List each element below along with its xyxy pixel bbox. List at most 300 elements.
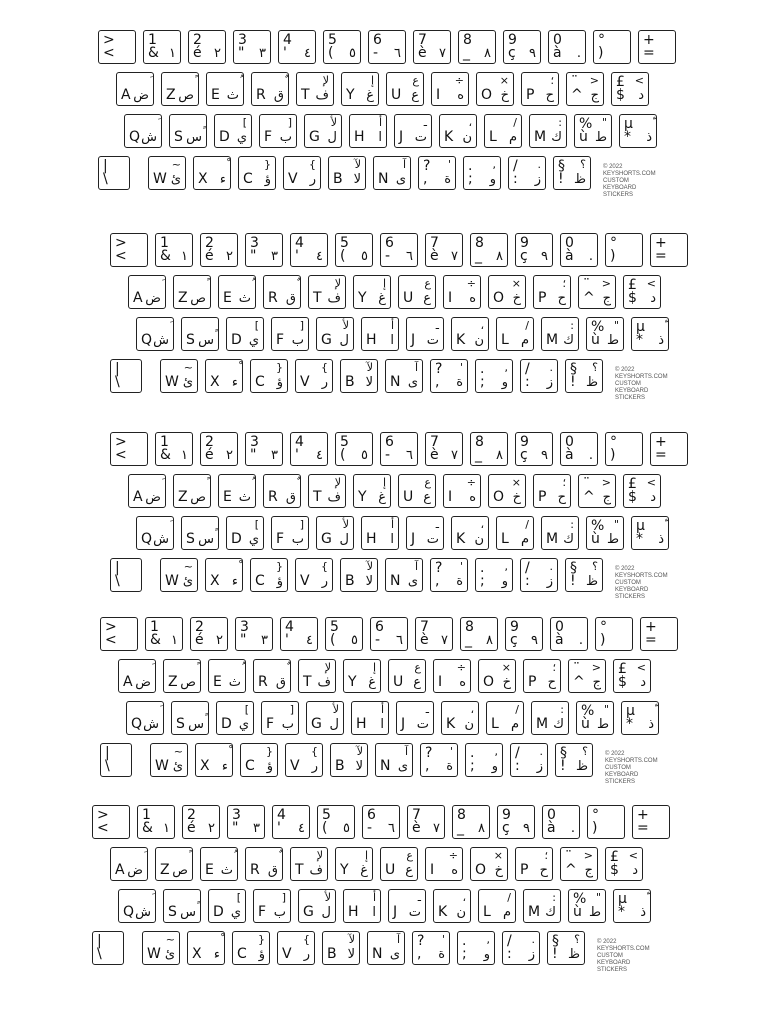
key-legend-tl: ? bbox=[425, 745, 433, 761]
key-sticker bbox=[226, 516, 264, 550]
key-legend-bl: ( bbox=[328, 45, 334, 61]
key-sticker bbox=[126, 701, 164, 735]
key-legend-br: و bbox=[491, 759, 498, 774]
key-legend-br: ٣ bbox=[253, 821, 260, 836]
key-legend-tr: ؛ bbox=[562, 476, 566, 489]
key-legend-bl: Q bbox=[123, 904, 135, 920]
key-legend-tl: 7 bbox=[430, 434, 439, 450]
key-legend-br: ق bbox=[285, 291, 296, 306]
key-legend-tl: 0 bbox=[565, 235, 574, 251]
key-sticker bbox=[362, 805, 400, 839]
key-legend-br: س bbox=[198, 532, 214, 547]
key-sticker bbox=[385, 359, 423, 393]
key-sticker bbox=[650, 233, 688, 267]
key-legend-bl: O bbox=[481, 87, 493, 103]
key-legend-bl: é bbox=[205, 248, 214, 264]
key-legend-br: ح bbox=[557, 490, 566, 505]
key-legend-bl: - bbox=[367, 820, 373, 836]
key-sticker bbox=[353, 474, 391, 508]
key-legend-br: ن bbox=[474, 532, 484, 547]
key-sticker bbox=[385, 558, 423, 592]
key-legend-bl: à bbox=[547, 820, 556, 836]
key-sticker bbox=[251, 72, 289, 106]
key-legend-bl: O bbox=[483, 674, 495, 690]
key-legend-tl: 9 bbox=[510, 619, 519, 635]
key-legend-bl: N bbox=[390, 374, 401, 390]
key-sticker bbox=[452, 805, 490, 839]
key-legend-bl: < bbox=[103, 45, 115, 61]
key-legend-br: ٢ bbox=[226, 249, 233, 264]
copyright-credit bbox=[615, 566, 668, 601]
key-legend-br: ذ bbox=[658, 532, 664, 547]
key-sticker bbox=[322, 931, 360, 965]
key-legend-br: ٨ bbox=[484, 46, 491, 61]
key-sticker bbox=[542, 805, 580, 839]
key-legend-br: ث bbox=[226, 88, 239, 103]
key-legend-tr: أ bbox=[378, 116, 382, 129]
key-sticker bbox=[396, 701, 434, 735]
key-sticker bbox=[341, 72, 379, 106]
key-sticker bbox=[100, 743, 132, 777]
key-legend-br: ز bbox=[528, 947, 535, 962]
key-legend-br: ٥ bbox=[349, 46, 356, 61]
key-legend-tl: µ bbox=[636, 518, 645, 534]
key-legend-tl: ¨ bbox=[573, 661, 580, 677]
key-legend-tr: آ bbox=[414, 361, 418, 374]
key-legend-bl: ù bbox=[581, 716, 590, 732]
key-legend-bl: X bbox=[200, 758, 210, 774]
key-sticker bbox=[443, 275, 481, 309]
key-legend-tr: . bbox=[549, 361, 553, 374]
key-legend-br: ا bbox=[390, 532, 394, 547]
key-legend-br: ٩ bbox=[541, 249, 548, 264]
key-legend-br: ا bbox=[378, 130, 382, 145]
key-sticker bbox=[398, 275, 436, 309]
key-legend-bl: S bbox=[186, 531, 195, 547]
key-legend-br: ف bbox=[327, 291, 341, 306]
key-legend-tl: + bbox=[643, 32, 655, 48]
key-legend-bl: ' bbox=[277, 820, 281, 836]
key-legend-br: ك bbox=[563, 532, 574, 547]
key-legend-bl: I bbox=[448, 290, 453, 306]
key-legend-br: ذ bbox=[648, 717, 654, 732]
key-legend-br: ه bbox=[451, 863, 458, 878]
key-legend-bl: A bbox=[123, 674, 133, 690]
key-legend-tr: لآ bbox=[348, 933, 355, 946]
key-sticker bbox=[163, 889, 201, 923]
key-legend-tl: 1 bbox=[142, 807, 151, 823]
key-legend-br: د bbox=[650, 291, 656, 306]
key-legend-bl: K bbox=[456, 531, 466, 547]
key-sticker bbox=[497, 805, 535, 839]
key-legend-bl: - bbox=[373, 45, 379, 61]
key-legend-tl: | bbox=[115, 361, 120, 377]
key-legend-bl: D bbox=[231, 531, 242, 547]
key-sticker bbox=[488, 474, 526, 508]
key-legend-tr: ÷ bbox=[456, 661, 466, 674]
key-sticker bbox=[578, 474, 616, 508]
key-legend-br: ن bbox=[456, 905, 466, 920]
key-legend-tl: + bbox=[655, 235, 667, 251]
key-legend-bl: O bbox=[475, 862, 487, 878]
key-legend-tr: < bbox=[601, 476, 611, 489]
key-sticker bbox=[308, 275, 346, 309]
key-legend-bl: < bbox=[105, 632, 117, 648]
key-legend-bl: : bbox=[525, 573, 530, 589]
key-sticker bbox=[361, 317, 399, 351]
key-sticker bbox=[550, 617, 588, 651]
key-legend-tl: . bbox=[468, 158, 473, 174]
key-legend-bl: ù bbox=[591, 332, 600, 348]
key-sticker bbox=[523, 889, 561, 923]
key-legend-tr: آ bbox=[404, 745, 408, 758]
key-sticker bbox=[271, 516, 309, 550]
key-sticker bbox=[406, 317, 444, 351]
key-legend-bl: - bbox=[385, 248, 391, 264]
key-legend-br: ح bbox=[539, 863, 548, 878]
key-legend-br: و bbox=[489, 172, 496, 187]
key-legend-bl: B bbox=[345, 374, 355, 390]
key-legend-tl: 8 bbox=[475, 235, 484, 251]
key-legend-tr: ؟ bbox=[582, 745, 588, 758]
key-legend-br: ا bbox=[380, 717, 384, 732]
key-legend-tr: . bbox=[537, 158, 541, 171]
key-legend-tl: . bbox=[462, 933, 467, 949]
key-legend-tl: 7 bbox=[430, 235, 439, 251]
key-legend-bl: è bbox=[412, 820, 421, 836]
key-legend-bl: E bbox=[211, 87, 220, 103]
key-sticker bbox=[253, 659, 291, 693]
key-legend-br: ت bbox=[426, 532, 439, 547]
key-legend-br: ء bbox=[219, 172, 226, 187]
key-legend-br: ش bbox=[143, 717, 159, 732]
key-sticker bbox=[116, 72, 154, 106]
key-legend-br: ل bbox=[327, 130, 337, 145]
key-legend-tl: % bbox=[579, 116, 593, 132]
key-sticker bbox=[555, 743, 593, 777]
key-sticker bbox=[470, 847, 508, 881]
key-legend-bl: C bbox=[255, 374, 265, 390]
key-legend-bl: V bbox=[290, 758, 300, 774]
credit-line: STICKERS bbox=[615, 395, 646, 401]
key-sticker bbox=[439, 114, 477, 148]
key-sticker bbox=[328, 156, 366, 190]
key-legend-br: س bbox=[188, 717, 204, 732]
key-legend-br: ذ bbox=[646, 130, 652, 145]
key-legend-tl: µ bbox=[618, 891, 627, 907]
key-legend-br: ص bbox=[178, 88, 194, 103]
key-sticker bbox=[463, 156, 501, 190]
key-legend-tl: µ bbox=[624, 116, 633, 132]
key-legend-br: ة bbox=[456, 574, 463, 589]
key-legend-br: ج bbox=[602, 291, 611, 306]
key-legend-bl: ! bbox=[570, 374, 576, 390]
key-sticker bbox=[503, 30, 541, 64]
key-legend-br: ز bbox=[546, 574, 553, 589]
key-legend-tl: % bbox=[573, 891, 587, 907]
key-legend-tr: آ bbox=[402, 158, 406, 171]
key-legend-br: ٧ bbox=[451, 249, 458, 264]
key-sticker bbox=[182, 805, 220, 839]
key-legend-br: خ bbox=[512, 490, 521, 505]
key-legend-br: ض bbox=[133, 88, 149, 103]
key-legend-bl: , bbox=[425, 758, 430, 774]
key-legend-br: ظ bbox=[585, 375, 598, 390]
key-legend-tl: ° bbox=[592, 807, 599, 823]
key-legend-br: ع bbox=[423, 490, 431, 505]
key-legend-br: ٥ bbox=[343, 821, 350, 836]
key-legend-bl: Y bbox=[358, 489, 367, 505]
key-legend-br: ب bbox=[281, 717, 294, 732]
key-legend-tr: { bbox=[276, 560, 283, 573]
key-legend-br: د bbox=[632, 863, 638, 878]
key-legend-bl: W bbox=[165, 374, 179, 390]
key-legend-br: ئ bbox=[182, 574, 193, 589]
key-legend-bl: " bbox=[240, 632, 247, 648]
key-legend-tr: ؛ bbox=[550, 74, 554, 87]
key-legend-br: ص bbox=[190, 490, 206, 505]
key-legend-bl: T bbox=[313, 489, 322, 505]
key-sticker bbox=[271, 317, 309, 351]
key-legend-tl: ? bbox=[423, 158, 431, 174]
key-legend-bl: S bbox=[174, 129, 183, 145]
key-sticker bbox=[92, 805, 130, 839]
key-legend-bl: Q bbox=[129, 129, 141, 145]
key-sticker bbox=[110, 432, 148, 466]
key-legend-bl: N bbox=[380, 758, 391, 774]
key-legend-bl: J bbox=[411, 332, 416, 348]
key-sticker bbox=[586, 516, 624, 550]
key-sticker bbox=[343, 889, 381, 923]
key-legend-tl: 6 bbox=[375, 619, 384, 635]
key-legend-tr: ، bbox=[470, 703, 474, 716]
key-legend-tl: 6 bbox=[367, 807, 376, 823]
key-legend-br: لا bbox=[365, 375, 373, 390]
key-legend-tr: " bbox=[603, 703, 609, 716]
key-sticker bbox=[478, 889, 516, 923]
key-legend-bl: é bbox=[187, 820, 196, 836]
key-sticker bbox=[195, 743, 233, 777]
key-legend-br: ه bbox=[469, 490, 476, 505]
key-legend-br: ش bbox=[135, 905, 151, 920]
key-legend-bl: ! bbox=[552, 946, 558, 962]
key-sticker bbox=[335, 233, 373, 267]
key-legend-tr: [ bbox=[299, 518, 304, 531]
key-sticker bbox=[100, 617, 138, 651]
key-legend-tr: ~ bbox=[183, 361, 193, 374]
key-legend-tl: > bbox=[115, 434, 127, 450]
key-legend-br: ن bbox=[464, 717, 474, 732]
key-sticker bbox=[110, 359, 142, 393]
key-legend-bl: D bbox=[231, 332, 242, 348]
key-legend-bl: Y bbox=[348, 674, 357, 690]
key-sticker bbox=[560, 233, 598, 267]
key-legend-tl: 1 bbox=[160, 434, 169, 450]
key-legend-tr: ؟ bbox=[580, 158, 586, 171]
key-sticker bbox=[235, 617, 273, 651]
key-sticker bbox=[160, 558, 198, 592]
key-legend-tl: 1 bbox=[148, 32, 157, 48]
key-legend-br: . bbox=[588, 448, 593, 463]
key-legend-bl: K bbox=[438, 904, 448, 920]
key-legend-tr: / bbox=[513, 116, 517, 129]
key-legend-br: ث bbox=[238, 490, 251, 505]
key-sticker bbox=[323, 30, 361, 64]
key-sticker bbox=[290, 847, 328, 881]
key-legend-bl: S bbox=[186, 332, 195, 348]
key-legend-tl: / bbox=[525, 560, 530, 576]
key-legend-br: ة bbox=[456, 375, 463, 390]
key-legend-bl: M bbox=[546, 332, 559, 348]
key-sticker bbox=[425, 847, 463, 881]
key-legend-bl: - bbox=[375, 632, 381, 648]
key-legend-tr: ] bbox=[244, 703, 249, 716]
key-legend-tr: > bbox=[634, 74, 644, 87]
key-legend-br: ه bbox=[459, 675, 466, 690]
key-legend-tl: § bbox=[570, 361, 577, 377]
key-sticker bbox=[515, 233, 553, 267]
key-legend-br: ئ bbox=[170, 172, 181, 187]
key-legend-br: ي bbox=[238, 717, 249, 732]
key-legend-bl: ç bbox=[520, 248, 528, 264]
key-legend-bl: _ bbox=[457, 820, 464, 836]
key-legend-tr: لآ bbox=[354, 158, 361, 171]
key-sticker bbox=[484, 114, 522, 148]
key-legend-tl: | bbox=[115, 560, 120, 576]
key-legend-br: ح bbox=[557, 291, 566, 306]
key-legend-bl: à bbox=[565, 447, 574, 463]
key-sticker bbox=[505, 617, 543, 651]
key-legend-br: ج bbox=[592, 675, 601, 690]
key-legend-tr: / bbox=[515, 703, 519, 716]
key-legend-br: ا bbox=[372, 905, 376, 920]
key-sticker bbox=[245, 847, 283, 881]
key-legend-tr: أ bbox=[372, 891, 376, 904]
key-legend-br: ز bbox=[546, 375, 553, 390]
key-legend-br: ث bbox=[220, 863, 233, 878]
key-legend-tl: 1 bbox=[150, 619, 159, 635]
key-legend-bl: " bbox=[250, 447, 257, 463]
key-sticker bbox=[638, 30, 676, 64]
key-legend-bl: E bbox=[205, 862, 214, 878]
key-legend-tr: ؛ bbox=[552, 661, 556, 674]
key-sticker bbox=[578, 275, 616, 309]
key-sticker bbox=[433, 889, 471, 923]
key-legend-bl: V bbox=[300, 573, 310, 589]
key-legend-tr: ~ bbox=[173, 745, 183, 758]
key-legend-tr: ع bbox=[414, 661, 421, 674]
key-sticker bbox=[245, 432, 283, 466]
key-legend-br: ح bbox=[547, 675, 556, 690]
key-sticker bbox=[441, 701, 479, 735]
key-sticker bbox=[181, 317, 219, 351]
key-sticker bbox=[98, 30, 136, 64]
key-sticker bbox=[406, 516, 444, 550]
key-legend-br: ٨ bbox=[486, 633, 493, 648]
key-legend-bl: B bbox=[335, 758, 345, 774]
key-legend-bl: ; bbox=[480, 573, 485, 589]
key-legend-br: ص bbox=[180, 675, 196, 690]
key-legend-br: ٦ bbox=[396, 633, 403, 648]
key-legend-tr: " bbox=[613, 518, 619, 531]
key-sticker bbox=[520, 558, 558, 592]
key-sticker bbox=[486, 701, 524, 735]
key-legend-br: . bbox=[570, 821, 575, 836]
key-sticker bbox=[621, 701, 659, 735]
key-legend-tl: 2 bbox=[187, 807, 196, 823]
key-sticker bbox=[206, 72, 244, 106]
key-legend-bl: $ bbox=[616, 87, 625, 103]
key-sticker bbox=[380, 432, 418, 466]
key-legend-bl: ' bbox=[295, 447, 299, 463]
key-legend-bl: T bbox=[301, 87, 310, 103]
key-legend-br: ك bbox=[553, 717, 564, 732]
key-sticker bbox=[161, 72, 199, 106]
key-legend-tr: أ bbox=[390, 319, 394, 332]
key-legend-br: م bbox=[508, 130, 517, 145]
key-sticker bbox=[193, 156, 231, 190]
key-legend-bl: * bbox=[618, 904, 625, 920]
key-sticker bbox=[124, 114, 162, 148]
key-legend-bl: G bbox=[321, 332, 332, 348]
key-legend-br: ط bbox=[606, 333, 619, 348]
key-sticker bbox=[541, 317, 579, 351]
key-legend-br: ١ bbox=[171, 633, 178, 648]
key-sticker bbox=[496, 317, 534, 351]
key-sticker bbox=[478, 659, 516, 693]
key-legend-tr: } bbox=[303, 933, 310, 946]
key-sticker bbox=[433, 659, 471, 693]
key-sticker bbox=[431, 72, 469, 106]
key-legend-tl: ? bbox=[435, 361, 443, 377]
key-sticker bbox=[253, 889, 291, 923]
key-sticker bbox=[335, 432, 373, 466]
key-sticker bbox=[605, 432, 643, 466]
key-legend-br: ٤ bbox=[304, 46, 311, 61]
key-sticker bbox=[398, 474, 436, 508]
key-sticker bbox=[181, 516, 219, 550]
key-legend-tr: ÷ bbox=[454, 74, 464, 87]
key-legend-tr: { bbox=[258, 933, 265, 946]
key-legend-br: ط bbox=[596, 717, 609, 732]
key-legend-bl: é bbox=[193, 45, 202, 61]
key-legend-br: ل bbox=[321, 905, 331, 920]
key-legend-tl: 9 bbox=[502, 807, 511, 823]
key-legend-br: ك bbox=[563, 333, 574, 348]
key-sticker bbox=[502, 931, 540, 965]
key-legend-br: د bbox=[638, 88, 644, 103]
key-sticker bbox=[425, 233, 463, 267]
key-legend-br: د bbox=[640, 675, 646, 690]
key-sticker bbox=[367, 931, 405, 965]
key-sticker bbox=[373, 156, 411, 190]
key-legend-tl: 2 bbox=[205, 235, 214, 251]
key-legend-tr: لآ bbox=[366, 560, 373, 573]
key-sticker bbox=[163, 659, 201, 693]
key-sticker bbox=[476, 72, 514, 106]
key-sticker bbox=[250, 359, 288, 393]
key-sticker bbox=[290, 432, 328, 466]
key-legend-tr: " bbox=[601, 116, 607, 129]
copyright-credit bbox=[597, 939, 650, 974]
key-sticker bbox=[565, 359, 603, 393]
key-legend-bl: Y bbox=[346, 87, 355, 103]
key-legend-br: س bbox=[186, 130, 202, 145]
key-legend-tl: 1 bbox=[160, 235, 169, 251]
key-legend-tl: 5 bbox=[340, 235, 349, 251]
credit-line: CUSTOM KEYBOARD bbox=[603, 178, 637, 191]
key-sticker bbox=[216, 701, 254, 735]
